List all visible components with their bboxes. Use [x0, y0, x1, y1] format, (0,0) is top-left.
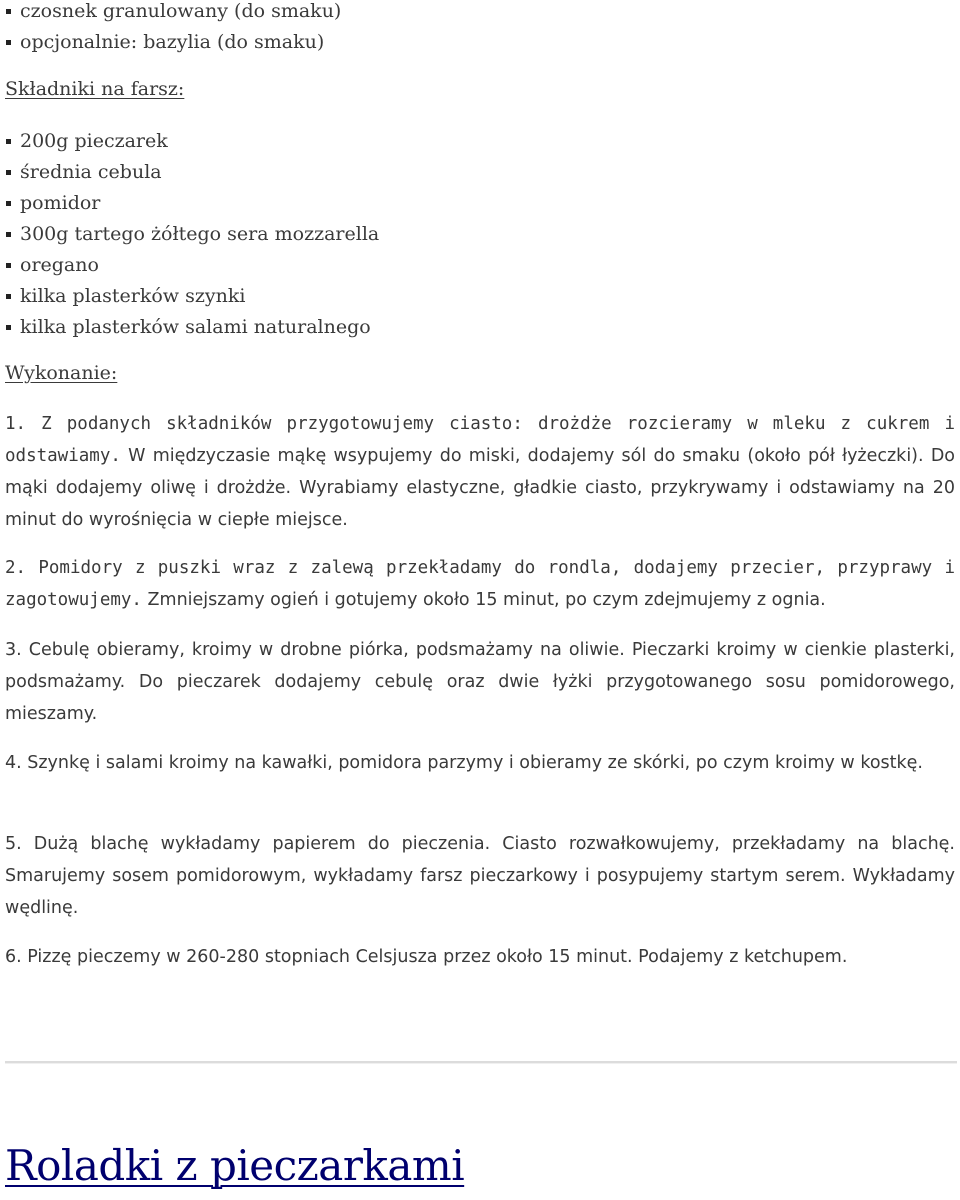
- bullet-icon: [6, 263, 11, 268]
- bullet-icon: [6, 294, 11, 299]
- method-step-3: [5, 634, 955, 730]
- list-item-label: 300g tartego żółtego sera mozzarella: [20, 223, 380, 245]
- list-item-label: pomidor: [20, 192, 101, 214]
- bullet-icon: [6, 232, 11, 237]
- list-item-label: opcjonalnie: bazylia (do smaku): [20, 31, 325, 53]
- step-text: 2. Pomidory z puszki wraz z zalewą przekładamy do rondla, dodajemy przecier, przyprawy i zagotowujemy.: [5, 558, 955, 610]
- list-item-label: kilka plasterków szynki: [20, 285, 246, 307]
- section-divider: [5, 1061, 957, 1064]
- list-item-label: 200g pieczarek: [20, 130, 168, 152]
- list-item: [5, 312, 379, 343]
- step-text: 4. Szynkę i salami kroimy na kawałki, pomidora parzymy i obieramy ze skórki, po czym kroimy w kostkę.: [5, 753, 923, 773]
- list-item: [5, 219, 379, 250]
- list-item: [5, 188, 379, 219]
- method-step-2: [5, 552, 955, 616]
- bullet-icon: [6, 201, 11, 206]
- list-item-label: średnia cebula: [20, 161, 162, 183]
- step-text: 5. Dużą blachę wykładamy papierem do pieczenia. Ciasto rozwałkowujemy, przekładamy na blachę. Smarujemy sosem pomidorowym, wykładamy farsz pieczarkowy i posypujemy startym serem. Wykładamy wędlinę.: [5, 834, 955, 918]
- list-item-label: kilka plasterków salami naturalnego: [20, 316, 371, 338]
- list-item: [5, 157, 379, 188]
- list-item-label: czosnek granulowany (do smaku): [20, 0, 342, 22]
- farsz-ingredients-list: [5, 126, 379, 343]
- list-item-label: oregano: [20, 254, 99, 276]
- bullet-icon: [6, 139, 11, 144]
- next-article-title-link[interactable]: Roladki z pieczarkami: [5, 1141, 465, 1190]
- list-item: [5, 281, 379, 312]
- bullet-icon: [6, 325, 11, 330]
- ingredients-list: [5, 0, 341, 58]
- step-text: Zmniejszamy ogień i gotujemy około 15 minut, po czym zdejmujemy z ognia.: [141, 590, 826, 610]
- method-heading: Wykonanie:: [5, 362, 118, 384]
- list-item: [5, 250, 379, 281]
- method-step-5: [5, 828, 955, 924]
- method-step-1: [5, 408, 955, 536]
- step-text: 1. Z podanych składników przygotowujemy ciasto: drożdże rozcieramy w mleku z cukrem i odstawiamy.: [5, 414, 955, 466]
- step-text: Wyrabiamy elastyczne, gładkie ciasto, przykrywamy i odstawiamy na 20 minut do wyrośnięcia w ciepłe miejsce.: [5, 478, 955, 530]
- farsz-heading: Składniki na farsz:: [5, 78, 185, 100]
- bullet-icon: [6, 170, 11, 175]
- list-item: [5, 27, 341, 58]
- step-text: 3. Cebulę obieramy, kroimy w drobne piórka, podsmażamy na oliwie. Pieczarki kroimy w cienkie plasterki, podsmażamy. Do pieczarek dodajemy cebulę oraz dwie łyżki przygotowanego sosu pomidorowego, mieszamy.: [5, 640, 955, 724]
- method-step-6: [5, 941, 955, 973]
- step-text: W międzyczasie mąkę wsypujemy do miski, dodajemy sól do smaku (około pół łyżeczki). Do mąki dodajemy oliwę i drożdże.: [5, 446, 955, 498]
- list-item: [5, 0, 341, 27]
- list-item: [5, 126, 379, 157]
- bullet-icon: [6, 40, 11, 45]
- method-step-4: [5, 747, 955, 779]
- step-text: 6. Pizzę pieczemy w 260-280 stopniach Celsjusza przez około 15 minut. Podajemy z ketchupem.: [5, 947, 848, 967]
- bullet-icon: [6, 9, 11, 14]
